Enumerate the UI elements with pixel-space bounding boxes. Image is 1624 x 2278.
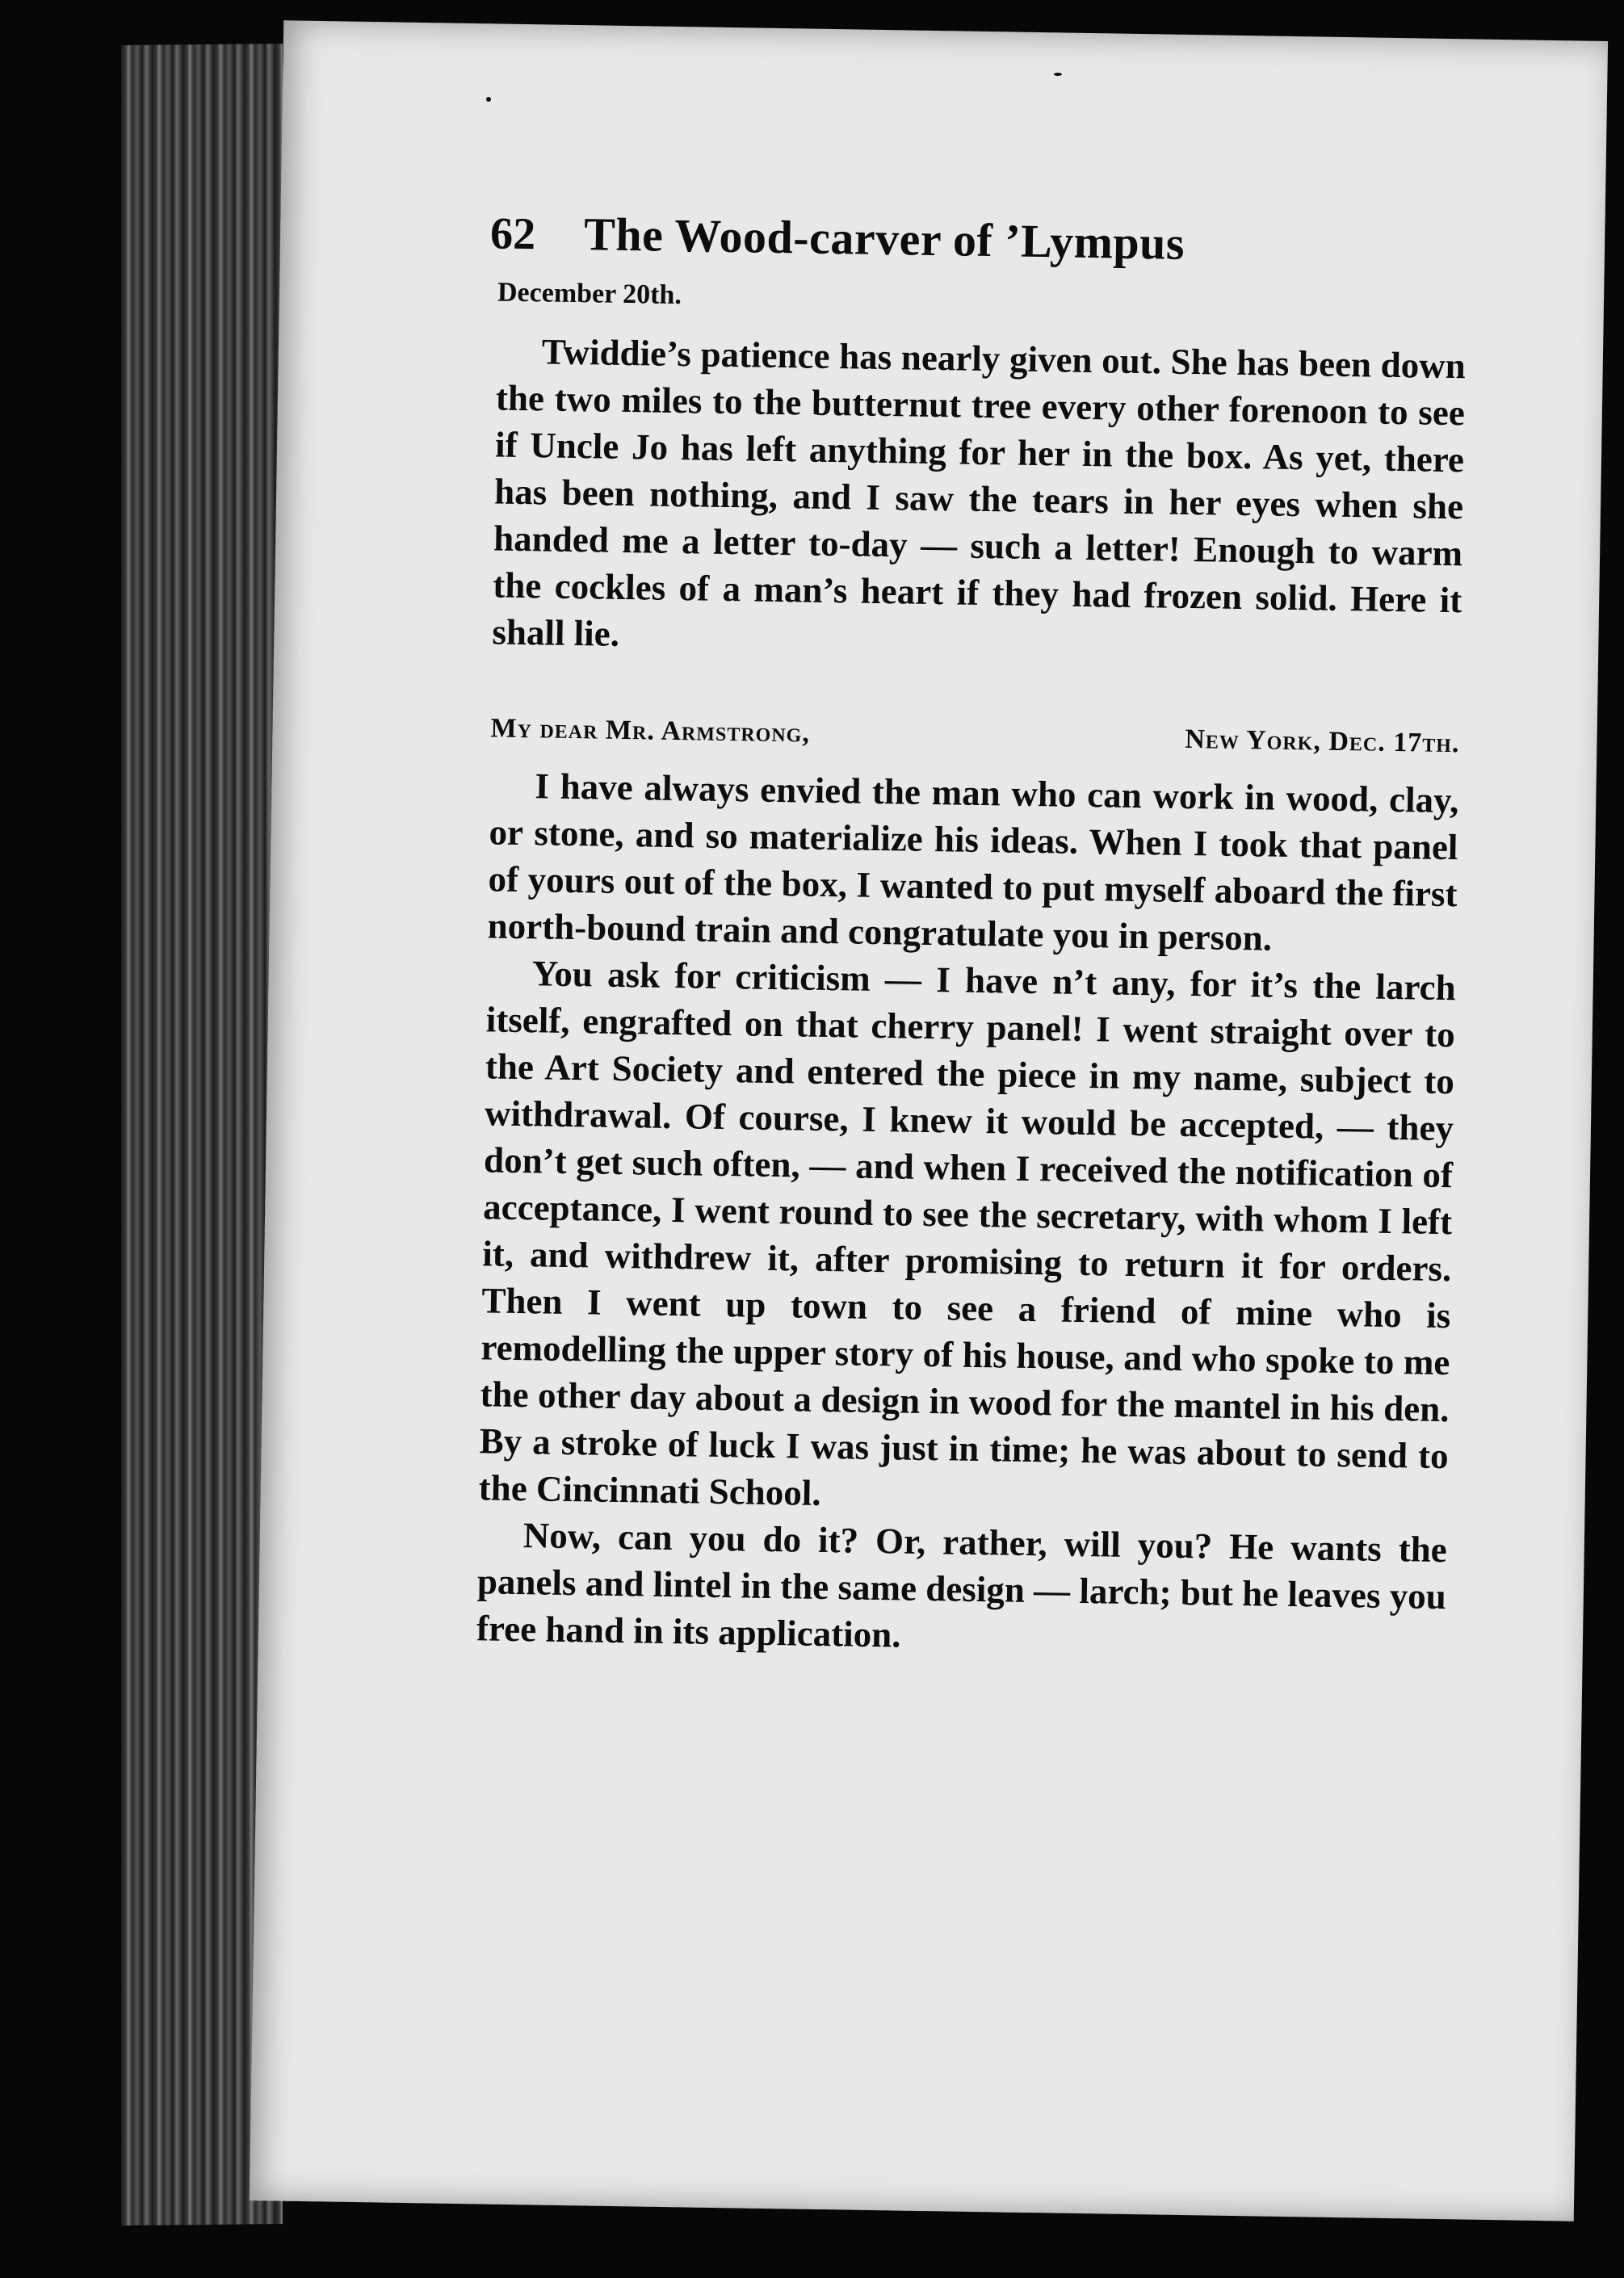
entry-date: December 20th. [497, 277, 682, 311]
letter-place-date: New York, Dec. 17th. [1185, 724, 1460, 759]
page-content [476, 205, 1468, 1667]
letter-paragraph: Now, can you do it? Or, rather, will you? He wants the panels and lintel in the same design — larch; but he leaves you free hand in its application. [476, 1515, 1448, 1655]
speck [486, 97, 491, 102]
running-title: The Wood-carver of ’Lympus [583, 208, 1185, 270]
body-paragraph: Twiddie’s patience has nearly given out. She has been down the two miles to the butternut tree every other forenoon to see if Uncle Jo has left anything for her in the box. As yet, there has been nothing, and I saw the tears in her eyes when she handed me a letter to-day — such a letter! Enough to warm the cockles of a man’s heart if they had frozen solid. Here it shall lie. [492, 331, 1467, 654]
letter-heading [490, 713, 1459, 759]
letter-salutation: My dear Mr. Armstrong, [490, 713, 811, 749]
page-number: 62 [489, 208, 536, 260]
letter-paragraph: You ask for criticism — I have n’t any, for it’s the larch itself, engrafted on that cherry panel! I went straight over to the Art Society and entered the piece in my name, subject to withdrawal. Of course, I knew it would be accepted, — they don’t get such often, — and when I received the notification of acceptance, I went round to see the secretary, with whom I left it, and withdrew it, after promising to return it for orders. Then I went up town to see a friend of mine who is remodelling the upper story of his house, and who spoke to me the other day about a design in wood for the mantel in his den. By a stroke of luck I was just in time; he was about to send to the Cincinnati School. [478, 953, 1457, 1513]
letter-paragraph: I have always envied the man who can work in wood, clay, or stone, and so materialize his ideas. When I took that panel of yours out of the box, I wanted to put myself aboard the first north-bound train and congratulate you in person. [487, 766, 1459, 959]
book-page [250, 20, 1608, 2221]
speck [1054, 73, 1062, 76]
page-header [490, 205, 1468, 275]
